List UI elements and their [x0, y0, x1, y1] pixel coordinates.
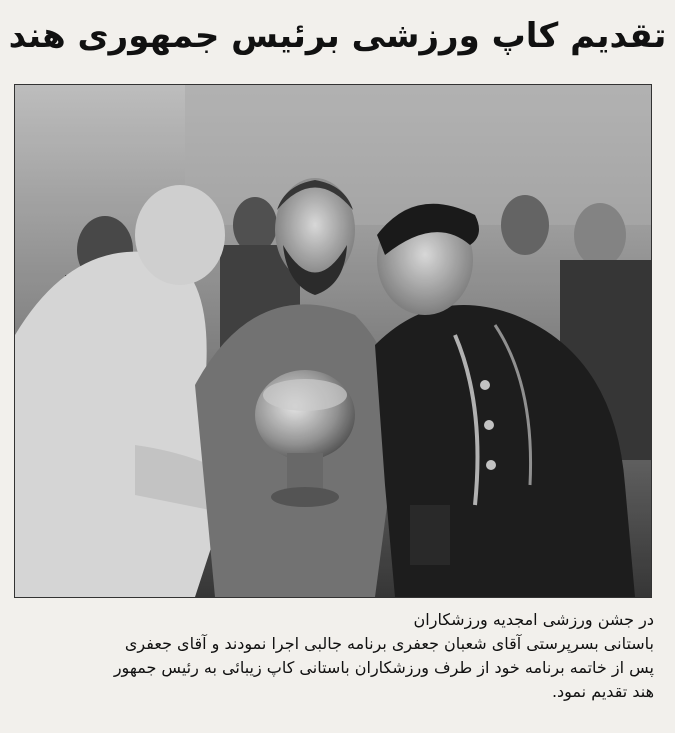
caption-line: پس از خاتمه برنامه خود از طرف ورزشکاران باستانی کاپ زیبائی به رئیس جمهور [113, 658, 654, 677]
caption-line: در جشن ورزشی امجدیه ورزشکاران [413, 610, 654, 629]
news-photo [14, 84, 652, 598]
photo-caption [28, 608, 654, 704]
photo-scene [15, 85, 651, 597]
caption-line: باستانی بسرپرستی آقای شعبان جعفری برنامه جالبی اجرا نمودند و آقای جعفری [124, 634, 654, 653]
caption-line: هند تقدیم نمود. [551, 682, 654, 701]
headline: تقدیم کاپ ورزشی برئیس جمهوری هند [8, 16, 667, 56]
